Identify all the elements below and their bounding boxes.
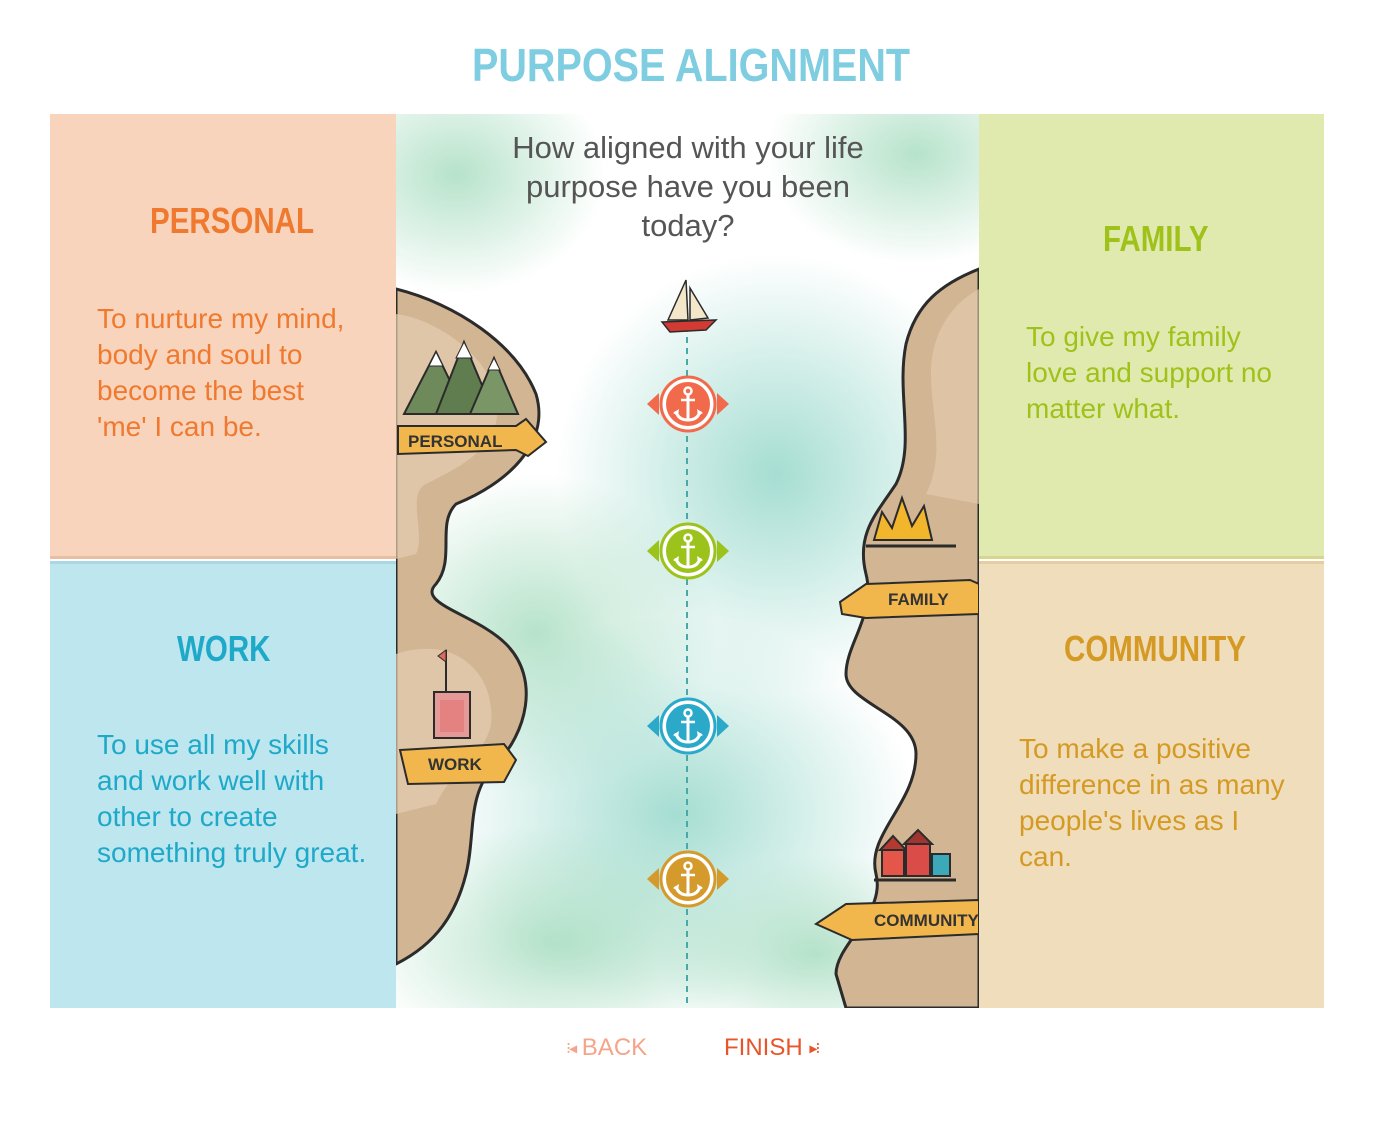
anchor-button-community[interactable] (645, 848, 731, 910)
community-banner-label: COMMUNITY (874, 911, 979, 930)
personal-title: PERSONAL (150, 200, 315, 241)
dotted-right-arrow-icon: ▸⁝ (809, 1040, 819, 1058)
personal-purpose-text: To nurture my mind, body and soul to become the best 'me' I can be. (97, 303, 345, 442)
personal-panel (50, 114, 396, 559)
anchor-icon (645, 520, 731, 582)
back-label: BACK (581, 1034, 648, 1061)
finish-label: FINISH (724, 1034, 803, 1061)
work-banner-label: WORK (428, 755, 482, 774)
anchor-icon (645, 848, 731, 910)
family-purpose-text: To give my family love and support no matter what. (1026, 321, 1272, 424)
anchor-icon (645, 695, 731, 757)
page-title: PURPOSE ALIGNMENT (471, 39, 911, 91)
family-panel (979, 114, 1324, 559)
finish-button[interactable] (724, 1034, 818, 1062)
anchor-button-family[interactable] (645, 520, 731, 582)
work-banner (400, 744, 516, 784)
anchor-button-work[interactable] (645, 695, 731, 757)
community-purpose-text: To make a positive difference in as many people's lives as I can. (1019, 733, 1285, 872)
work-purpose-text: To use all my skills and work well with other to create something truly great. (97, 729, 367, 868)
work-panel (50, 561, 396, 1008)
alignment-question: How aligned with your life purpose have you been today? (512, 130, 864, 243)
community-title: COMMUNITY (1064, 628, 1247, 669)
dotted-left-arrow-icon: ⁝◂ (566, 1040, 576, 1058)
work-title: WORK (177, 628, 271, 669)
family-title: FAMILY (1103, 218, 1209, 259)
personal-banner-label: PERSONAL (408, 432, 503, 451)
back-button[interactable] (566, 1034, 647, 1062)
anchor-button-personal[interactable] (645, 373, 731, 435)
family-banner-label: FAMILY (888, 590, 949, 609)
alignment-map (396, 114, 979, 1008)
anchor-icon (645, 373, 731, 435)
community-panel (979, 561, 1324, 1008)
